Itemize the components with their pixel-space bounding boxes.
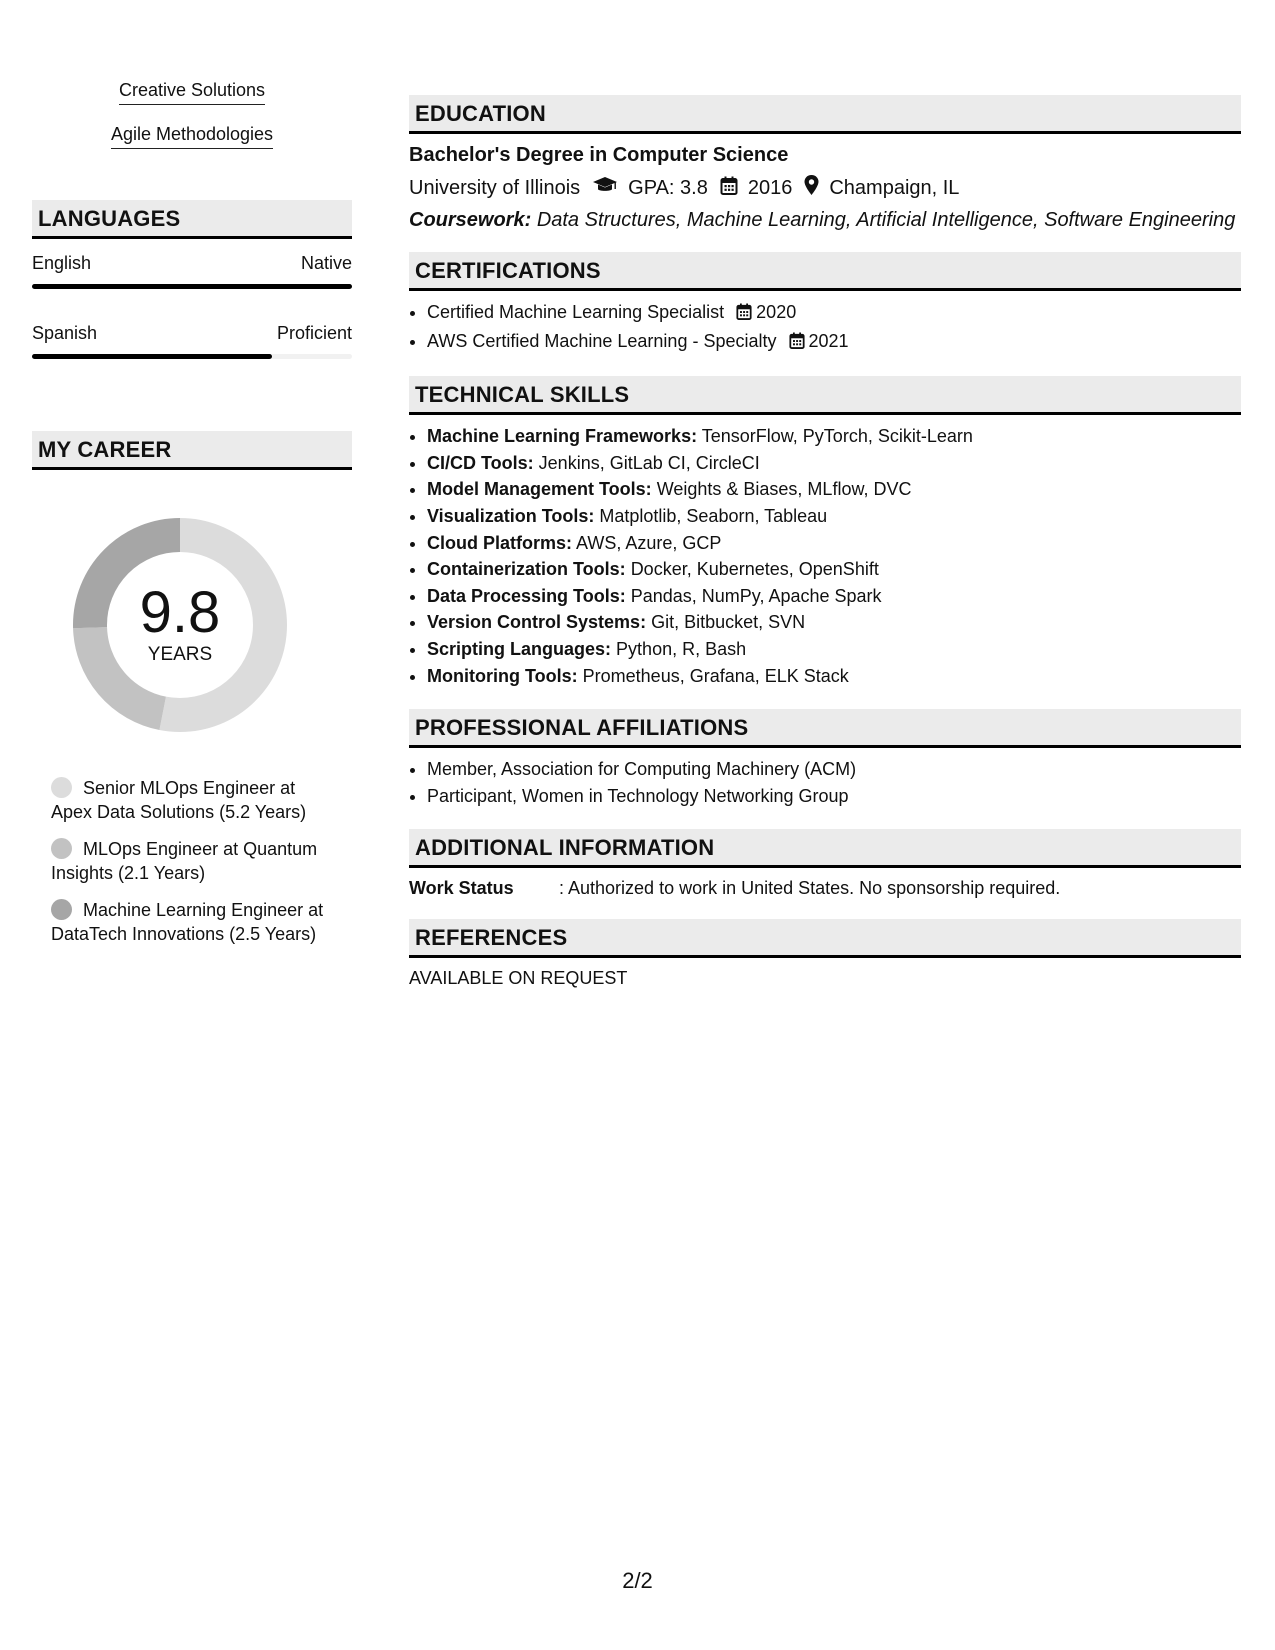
additional-info-heading: ADDITIONAL INFORMATION <box>409 829 1241 868</box>
skill-category: Data Processing Tools: <box>427 585 626 606</box>
skill-values: Matplotlib, Seaborn, Tableau <box>599 505 828 526</box>
skill-values: Weights & Biases, MLflow, DVC <box>656 479 912 500</box>
career-legend-label: Machine Learning Engineer at DataTech Innovations (2.5 Years) <box>51 900 324 944</box>
career-legend-label: MLOps Engineer at Quantum Insights (2.1 Years) <box>51 839 318 883</box>
school-name: University of Illinois <box>409 176 581 199</box>
skill-category: Version Control Systems: <box>427 612 647 633</box>
skill-values: Pandas, NumPy, Apache Spark <box>630 585 882 606</box>
career-legend <box>32 776 331 946</box>
coursework-list: Data Structures, Machine Learning, Artificial Intelligence, Software Engineering <box>536 209 1236 231</box>
skill-values: TensorFlow, PyTorch, Scikit-Learn <box>701 426 973 447</box>
degree-title: Bachelor's Degree in Computer Science <box>409 144 789 166</box>
education-details <box>409 175 1241 201</box>
skill-values: Jenkins, GitLab CI, CircleCI <box>538 452 760 473</box>
gpa: GPA: 3.8 <box>628 176 708 199</box>
affiliations-section <box>409 709 1241 809</box>
language-name: English <box>32 253 92 273</box>
skill-item <box>427 423 1241 450</box>
certification-item <box>427 299 1241 328</box>
affiliations-heading: PROFESSIONAL AFFILIATIONS <box>409 709 1241 748</box>
school-location: Champaign, IL <box>829 176 960 199</box>
additional-info-section <box>409 829 1241 899</box>
skill-category: Cloud Platforms: <box>427 532 573 553</box>
legend-dot-icon <box>51 777 72 798</box>
skill-category: Machine Learning Frameworks: <box>427 426 698 447</box>
language-name: Spanish <box>32 323 98 343</box>
skills-heading: TECHNICAL SKILLS <box>409 376 1241 415</box>
skill-values: Python, R, Bash <box>616 638 747 659</box>
skill-values: Prometheus, Grafana, ELK Stack <box>582 665 849 686</box>
location-pin-icon <box>804 175 819 201</box>
work-status-value: : Authorized to work in United States. No sponsorship required. <box>559 878 1061 899</box>
right-column <box>409 95 1241 1009</box>
language-level-bar <box>32 284 352 289</box>
skill-item <box>427 503 1241 530</box>
skill-category: Containerization Tools: <box>427 559 626 580</box>
skill-tag: Agile Methodologies <box>111 124 273 149</box>
legend-dot-icon <box>51 899 72 920</box>
calendar-icon <box>789 330 805 357</box>
certification-name: Certified Machine Learning Specialist <box>427 302 725 322</box>
language-level-bar <box>32 354 352 359</box>
skill-values: AWS, Azure, GCP <box>576 532 722 553</box>
skill-category: Visualization Tools: <box>427 505 595 526</box>
languages-heading: LANGUAGES <box>32 200 352 239</box>
graduation-cap-icon <box>592 176 618 200</box>
career-legend-label: Senior MLOps Engineer at Apex Data Solutions (5.2 Years) <box>51 778 307 822</box>
career-total <box>65 510 295 740</box>
career-donut-chart <box>65 510 295 740</box>
skills-section <box>409 376 1241 689</box>
skill-values: Git, Bitbucket, SVN <box>651 612 806 633</box>
calendar-icon <box>720 176 738 201</box>
skill-category: Monitoring Tools: <box>427 665 578 686</box>
skill-category: Model Management Tools: <box>427 479 652 500</box>
career-years-label: YEARS <box>147 644 213 665</box>
affiliation-item: • Member, Association for Computing Machinery (ACM) <box>427 756 1241 783</box>
education-section <box>409 95 1241 232</box>
language-level-fill <box>32 354 272 359</box>
skill-item <box>427 609 1241 636</box>
certification-year: 2021 <box>808 330 849 351</box>
calendar-icon <box>736 301 752 328</box>
affiliation-item: • Participant, Women in Technology Networking Group <box>427 783 1241 810</box>
skills-list <box>409 423 1241 689</box>
career-legend-item <box>51 776 331 824</box>
certification-item <box>427 328 1241 357</box>
work-status-label: Work Status <box>409 878 514 899</box>
graduation-year: 2016 <box>747 176 793 199</box>
skill-tag: Creative Solutions <box>119 80 265 105</box>
language-item <box>32 253 352 289</box>
skill-item <box>427 556 1241 583</box>
language-item <box>32 323 352 359</box>
skill-item <box>427 476 1241 503</box>
skill-item <box>427 583 1241 610</box>
career-legend-item <box>51 898 331 946</box>
career-years-number: 9.8 <box>139 580 221 645</box>
work-status-row <box>409 878 1241 899</box>
language-level-fill <box>32 284 352 289</box>
skill-item <box>427 663 1241 690</box>
skill-tags <box>32 80 352 168</box>
certifications-section <box>409 252 1241 356</box>
certification-year: 2020 <box>756 302 797 322</box>
certifications-heading: CERTIFICATIONS <box>409 252 1241 291</box>
legend-dot-icon <box>51 838 72 859</box>
career-heading: MY CAREER <box>32 431 352 470</box>
language-level: Native <box>300 253 352 273</box>
references-section <box>409 919 1241 989</box>
left-column <box>32 80 352 959</box>
page-number: 2/2 <box>622 1568 653 1593</box>
education-heading: EDUCATION <box>409 95 1241 134</box>
skill-values: Docker, Kubernetes, OpenShift <box>630 559 879 580</box>
skill-category: CI/CD Tools: <box>427 452 534 473</box>
coursework-label: Coursework: <box>409 209 532 231</box>
certifications-list <box>409 299 1241 356</box>
coursework <box>409 209 1241 232</box>
skill-item <box>427 450 1241 477</box>
skill-item <box>427 636 1241 663</box>
career-legend-item <box>51 837 331 885</box>
language-level: Proficient <box>276 323 352 343</box>
affiliations-list <box>409 756 1241 809</box>
skill-category: Scripting Languages: <box>427 638 612 659</box>
references-text: AVAILABLE ON REQUEST <box>409 968 628 989</box>
references-heading: REFERENCES <box>409 919 1241 958</box>
certification-name: AWS Certified Machine Learning - Specialty <box>427 330 777 351</box>
skill-item <box>427 530 1241 557</box>
